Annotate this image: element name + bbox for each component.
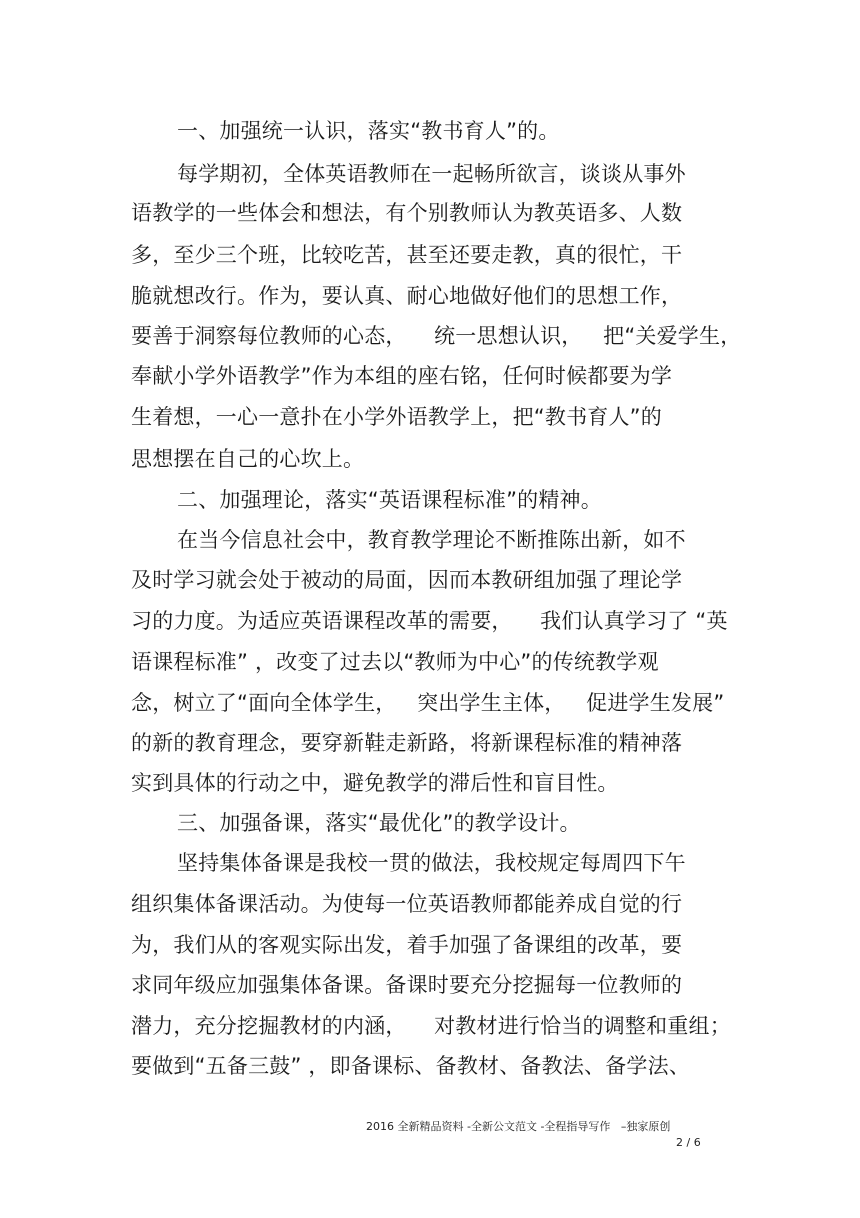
paragraph-line: 脆就想改行。作为，要认真、耐心地做好他们的思想工作， — [131, 284, 683, 308]
section-heading-3: 三、加强备课，落实“最优化”的教学设计。 — [177, 811, 581, 835]
paragraph-line: 念，树立了“面向全体学生， 突出学生主体， 促进学生发展” — [131, 691, 725, 715]
paragraph-line: 的新的教育理念，要穿新鞋走新路，将新课程标准的精神落 — [131, 731, 683, 755]
paragraph-line: 每学期初，全体英语教师在一起畅所欲言，谈谈从事外 — [177, 162, 686, 186]
paragraph-line: 习的力度。为适应英语课程改革的需要， 我们认真学习了 “英 — [131, 609, 728, 633]
paragraph-line: 实到具体的行动之中，避免教学的滞后性和盲目性。 — [131, 771, 619, 795]
paragraph-line: 要做到“五备三鼓” ，即备课标、备教材、备教法、备学法、 — [131, 1054, 691, 1078]
paragraph-line: 潜力，充分挖掘教材的内涵， 对教材进行恰当的调整和重组； — [131, 1014, 731, 1038]
section-heading-1: 一、加强统一认识，落实“教书育人”的。 — [177, 119, 560, 143]
footer-note: 2016 全新精品资料 -全新公文范文 -全程指导写作 –独家原创 — [366, 1120, 671, 1133]
paragraph-line: 及时学习就会处于被动的局面，因而本教研组加强了理论学 — [131, 568, 683, 592]
paragraph-line: 思想摆在自己的心坎上。 — [131, 447, 365, 471]
section-heading-2: 二、加强理论，落实“英语课程标准”的精神。 — [177, 488, 602, 512]
paragraph-line: 坚持集体备课是我校一贯的做法，我校规定每周四下午 — [177, 851, 686, 875]
paragraph-line: 求同年级应加强集体备课。备课时要充分挖掘每一位教师的 — [131, 973, 683, 997]
page-number: 2 / 6 — [676, 1136, 701, 1149]
paragraph-line: 奉献小学外语教学”作为本组的座右铭，任何时候都要为学 — [131, 364, 673, 388]
paragraph-line: 多，至少三个班，比较吃苦，甚至还要走教，真的很忙，干 — [131, 243, 683, 267]
paragraph-line: 组织集体备课活动。为使每一位英语教师都能养成自觉的行 — [131, 892, 683, 916]
paragraph-line: 为，我们从的客观实际出发，着手加强了备课组的改革，要 — [131, 933, 683, 957]
paragraph-line: 语课程标准” ，改变了过去以“教师为中心”的传统教学观 — [131, 650, 659, 674]
paragraph-line: 生着想，一心一意扑在小学外语教学上，把“教书育人”的 — [131, 405, 662, 429]
paragraph-line: 语教学的一些体会和想法，有个别教师认为教英语多、人数 — [131, 201, 683, 225]
paragraph-line: 在当今信息社会中，教育教学理论不断推陈出新，如不 — [177, 528, 686, 552]
paragraph-line: 要善于洞察每位教师的心态， 统一思想认识， 把“关爱学生， — [131, 324, 742, 348]
